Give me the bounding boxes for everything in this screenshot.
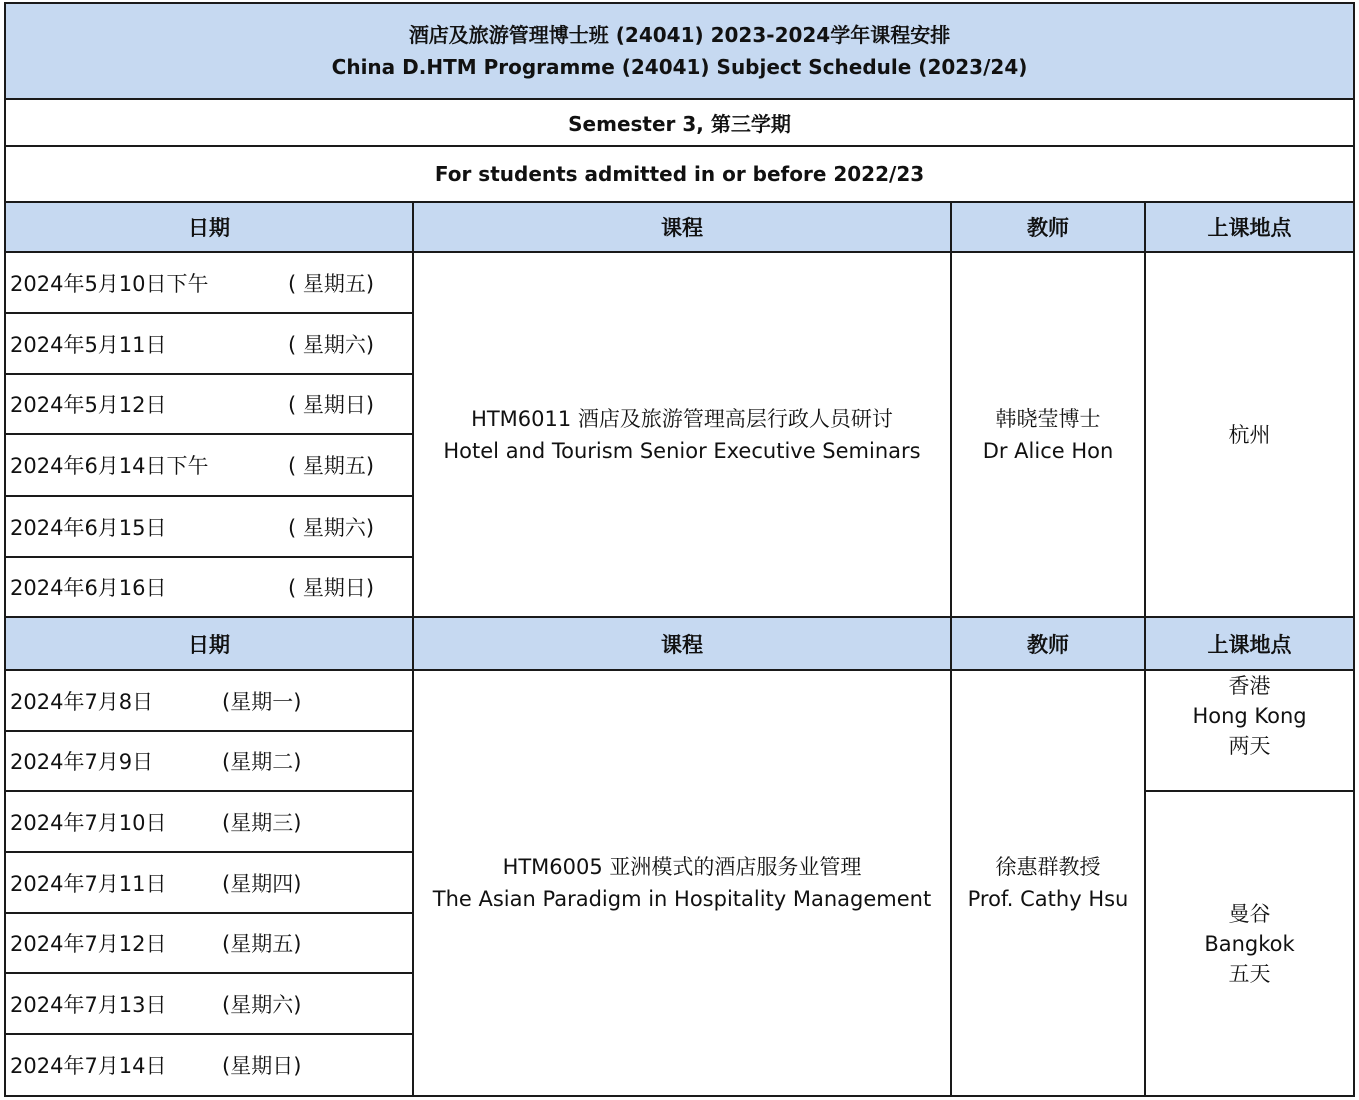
date-cell [5, 1034, 413, 1096]
date-text: 2024年7月13日 [10, 992, 167, 1017]
date-cell [5, 496, 413, 557]
teacher-name-english: Prof. Cathy Hsu [967, 887, 1129, 911]
weekday-text: (星期二) [222, 750, 302, 774]
semester-row [5, 99, 1354, 146]
header-location: 上课地点 [1145, 202, 1354, 252]
location-bkk-chinese: 曼谷 [1228, 901, 1271, 926]
course-name-chinese: HTM6005 亚洲模式的酒店服务业管理 [502, 855, 862, 879]
date-text: 2024年7月10日 [10, 810, 167, 835]
date-cell [5, 374, 413, 434]
date-cell [5, 434, 413, 496]
date-text: 2024年7月12日 [10, 932, 167, 956]
date-cell [5, 913, 413, 973]
date-cell [5, 791, 413, 852]
course-cell [413, 670, 951, 1096]
weekday-text: ( 星期六) [288, 515, 375, 540]
header-teacher: 教师 [951, 617, 1145, 670]
weekday-text: ( 星期五) [288, 271, 375, 296]
date-text: 2024年7月14日 [10, 1054, 167, 1078]
course-name-chinese: HTM6011 酒店及旅游管理高层行政人员研讨 [471, 406, 893, 431]
column-header-row [5, 202, 1354, 252]
weekday-text: (星期四) [222, 871, 302, 896]
weekday-text: ( 星期日) [288, 393, 375, 417]
admission-row [5, 146, 1354, 202]
weekday-text: (星期日) [222, 1054, 302, 1078]
location-cell-bangkok [1145, 791, 1354, 1096]
weekday-text: ( 星期六) [288, 332, 375, 357]
weekday-text: ( 星期日) [288, 576, 375, 600]
date-cell [5, 313, 413, 374]
date-text: 2024年5月12日 [10, 393, 167, 417]
header-date: 日期 [5, 202, 413, 252]
header-date: 日期 [5, 617, 413, 670]
teacher-name-chinese: 韩晓莹博士 [995, 406, 1101, 431]
teacher-cell [951, 670, 1145, 1096]
weekday-text: (星期三) [222, 810, 302, 835]
date-text: 2024年6月16日 [10, 576, 167, 600]
date-text: 2024年7月9日 [10, 750, 154, 774]
table-row [5, 252, 1354, 313]
admission-note: For students admitted in or before 2022/23 [5, 146, 1354, 202]
column-header-row [5, 617, 1354, 670]
course-cell [413, 252, 951, 617]
course-name-english: Hotel and Tourism Senior Executive Seminars [443, 438, 921, 463]
location-cell [1145, 252, 1354, 617]
course-name-english: The Asian Paradigm in Hospitality Management [432, 887, 932, 911]
date-text: 2024年7月11日 [10, 871, 167, 896]
header-teacher: 教师 [951, 202, 1145, 252]
date-text: 2024年5月11日 [10, 332, 167, 357]
header-course: 课程 [413, 617, 951, 670]
teacher-cell [951, 252, 1145, 617]
location-cell-hong-kong [1145, 670, 1354, 791]
location-bkk-english: Bangkok [1204, 931, 1295, 956]
title-english: China D.HTM Programme (24041) Subject Schedule (2023/24) [331, 55, 1028, 79]
location-hk-days: 两天 [1228, 734, 1271, 758]
location-bkk-days: 五天 [1228, 961, 1271, 986]
schedule-table [4, 2, 1355, 1097]
date-cell [5, 852, 413, 913]
date-cell [5, 973, 413, 1034]
schedule-title [5, 3, 1354, 99]
date-text: 2024年7月8日 [10, 689, 154, 714]
weekday-text: (星期一) [222, 689, 302, 714]
date-cell [5, 557, 413, 617]
date-cell [5, 731, 413, 791]
date-text: 2024年6月15日 [10, 515, 167, 540]
location-text: 杭州 [1228, 422, 1271, 447]
location-hk-chinese: 香港 [1228, 674, 1271, 698]
header-course: 课程 [413, 202, 951, 252]
weekday-text: ( 星期五) [288, 454, 375, 478]
title-chinese: 酒店及旅游管理博士班 (24041) 2023-2024学年课程安排 [408, 23, 951, 47]
teacher-name-english: Dr Alice Hon [982, 438, 1114, 463]
header-location: 上课地点 [1145, 617, 1354, 670]
date-text: 2024年6月14日下午 [10, 454, 209, 478]
title-row [5, 3, 1354, 99]
weekday-text: (星期五) [222, 932, 302, 956]
semester-label: Semester 3, 第三学期 [5, 99, 1354, 146]
table-row [5, 670, 1354, 731]
date-text: 2024年5月10日下午 [10, 271, 209, 296]
weekday-text: (星期六) [222, 992, 302, 1017]
teacher-name-chinese: 徐惠群教授 [995, 855, 1101, 879]
date-cell [5, 252, 413, 313]
location-hk-english: Hong Kong [1192, 704, 1307, 728]
date-cell [5, 670, 413, 731]
